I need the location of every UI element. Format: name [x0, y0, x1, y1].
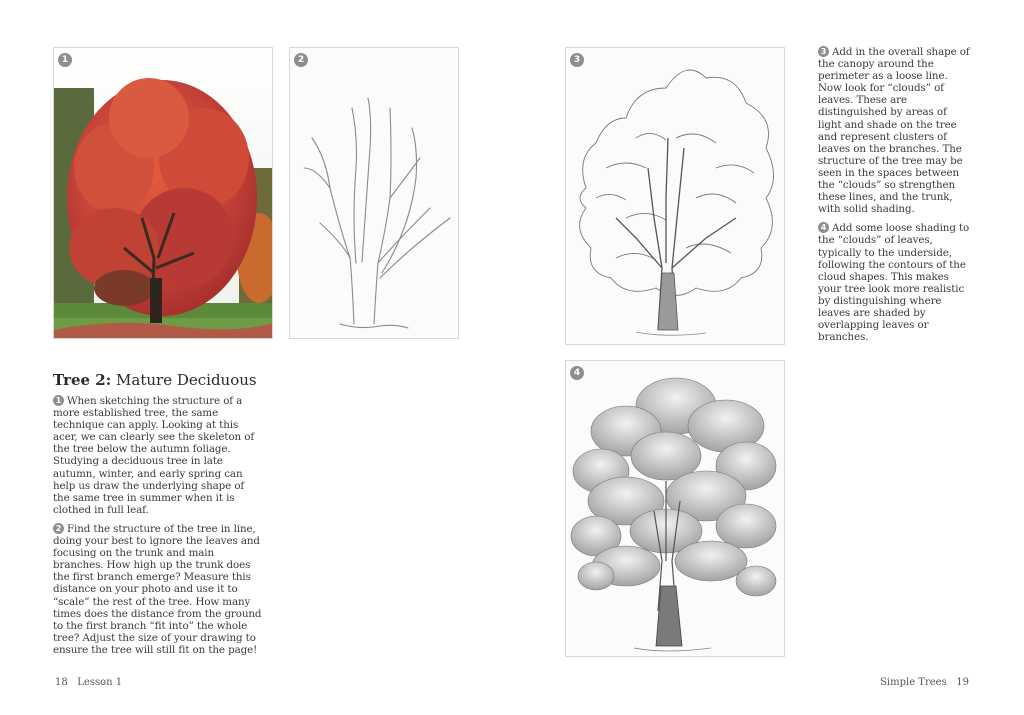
footer-left	[55, 677, 122, 688]
right-page-number: 19	[956, 677, 969, 688]
step-4-paragraph	[818, 222, 973, 343]
step-1-paragraph	[53, 395, 263, 516]
step-badge-4: 4	[570, 366, 584, 380]
step-3-inline-badge: 3	[818, 46, 829, 57]
sketch-panel-skeleton	[289, 47, 459, 339]
step-3-text: Add in the overall shape of the canopy around the perimeter as a loose line. Now look for “clouds” of leaves. These are distinguished by areas of light and shade on the tree and represent clusters of leaves on the branches. The structure of the tree may be seen in the spaces between the “clouds” so strengthen these lines, and the trunk, with solid shading.	[818, 46, 970, 216]
left-column-text	[53, 395, 263, 663]
step-2-paragraph	[53, 523, 263, 656]
step-4-inline-badge: 4	[818, 222, 829, 233]
step-1-inline-badge: 1	[53, 395, 64, 406]
skeleton-sketch-image	[290, 48, 459, 339]
step-4-text: Add some loose shading to the “clouds” of leaves, typically to the underside, following the contours of the cloud shapes. This makes your tree look more realistic by distinguishing where leaves are shaded by overlapping leaves or branches.	[818, 222, 970, 344]
right-running-head: Simple Trees	[880, 677, 947, 688]
section-title	[53, 371, 257, 389]
step-badge-1: 1	[58, 53, 72, 67]
footer-right	[880, 677, 969, 688]
left-running-head: Lesson 1	[77, 677, 123, 688]
sketch-panel-shaded	[565, 360, 785, 657]
step-2-text: Find the structure of the tree in line, doing your best to ignore the leaves and focusing on the trunk and main branches. How high up the trunk does the first branch emerge? Measure this distance on your photo and use it to “scale” the rest of the tree. How many times does the distance from the ground to the first branch “fit into” the whole tree? Adjust the size of your drawing to ensure the tree will still fit on the page!	[53, 522, 262, 656]
right-column-text	[818, 46, 973, 350]
section-title-rest: Mature Deciduous	[111, 371, 257, 389]
step-badge-2: 2	[294, 53, 308, 67]
section-title-bold: Tree 2:	[53, 371, 112, 389]
canopy-outline-sketch-image	[566, 48, 785, 345]
left-page-number: 18	[55, 677, 68, 688]
sketch-panel-canopy-outline	[565, 47, 785, 345]
step-badge-3: 3	[570, 53, 584, 67]
photo-panel-acer	[53, 47, 273, 339]
step-1-text: When sketching the structure of a more established tree, the same technique can apply. Looking at this acer, we can clearly see the skeleton of the tree below the autumn foliage. Studying a deciduous tree in late autumn, winter, and early spring can help us draw the underlying shape of the same tree in summer when it is clothed in full leaf.	[53, 395, 255, 516]
acer-photo-image	[54, 48, 273, 339]
step-2-inline-badge: 2	[53, 523, 64, 534]
shaded-sketch-image	[566, 361, 785, 657]
step-3-paragraph	[818, 46, 973, 215]
